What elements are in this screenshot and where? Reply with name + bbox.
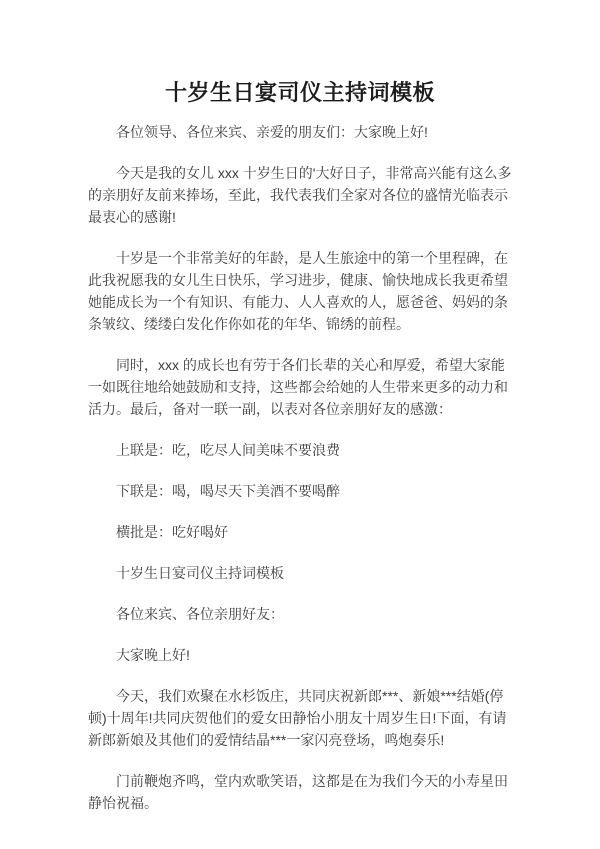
guests-greeting-line: 各位来宾、各位亲朋好友： bbox=[116, 606, 284, 622]
celebration-paragraph: 今天，我们欢聚在水杉饭庄，共同庆祝新郎***、新娘***结婚(停顿)十周年!共同庆贺他们的爱女田静怡小朋友十周岁生日!下面，有请新郎新娘及其他们的爱情结晶***一家闪亮登场，鸣炮奏乐! bbox=[88, 688, 507, 748]
blessing-paragraph: 十岁是一个非常美好的年龄，是人生旅途中的第一个里程碑，在此我祝愿我的女儿生日快乐，学习进步，健康、愉快地成长我更希望她能成长为一个有知识、有能力、人人喜欢的人，愿爸爸、妈妈的条条皱纹、缕缕白发化作你如花的年华、锦绣的前程。 bbox=[88, 250, 508, 332]
evening-greeting-line: 大家晚上好! bbox=[116, 647, 190, 663]
couplet-upper-line: 上联是：吃，吃尽人间美味不要浪费 bbox=[116, 442, 340, 458]
section-title-line: 十岁生日宴司仪主持词模板 bbox=[116, 565, 284, 581]
greeting-line: 各位领导、各位来宾、亲爱的朋友们：大家晚上好! bbox=[116, 124, 428, 140]
couplet-banner-line: 横批是：吃好喝好 bbox=[116, 524, 228, 540]
closing-paragraph: 门前鞭炮齐鸣，堂内欢歌笑语，这都是在为我们今天的小寿星田静怡祝福。 bbox=[88, 773, 508, 811]
document-title: 十岁生日宴司仪主持词模板 bbox=[164, 80, 435, 105]
opening-paragraph: 今天是我的女儿 xxx 十岁生日的'大好日子，非常高兴能有这么多的亲朋好友前来捧场，至此，我代表我们全家对各位的盛情光临表示最衷心的感谢! bbox=[88, 165, 512, 225]
couplet-lower-line: 下联是：喝，喝尽天下美酒不要喝醉 bbox=[116, 483, 340, 499]
thanks-paragraph: 同时，xxx 的成长也有劳于各们长辈的关心和厚爱，希望大家能一如既往地给她鼓励和支持，这些都会给她的人生带来更多的动力和活力。最后，备对一联一副，以表对各位亲朋好友的感激： bbox=[88, 357, 508, 417]
